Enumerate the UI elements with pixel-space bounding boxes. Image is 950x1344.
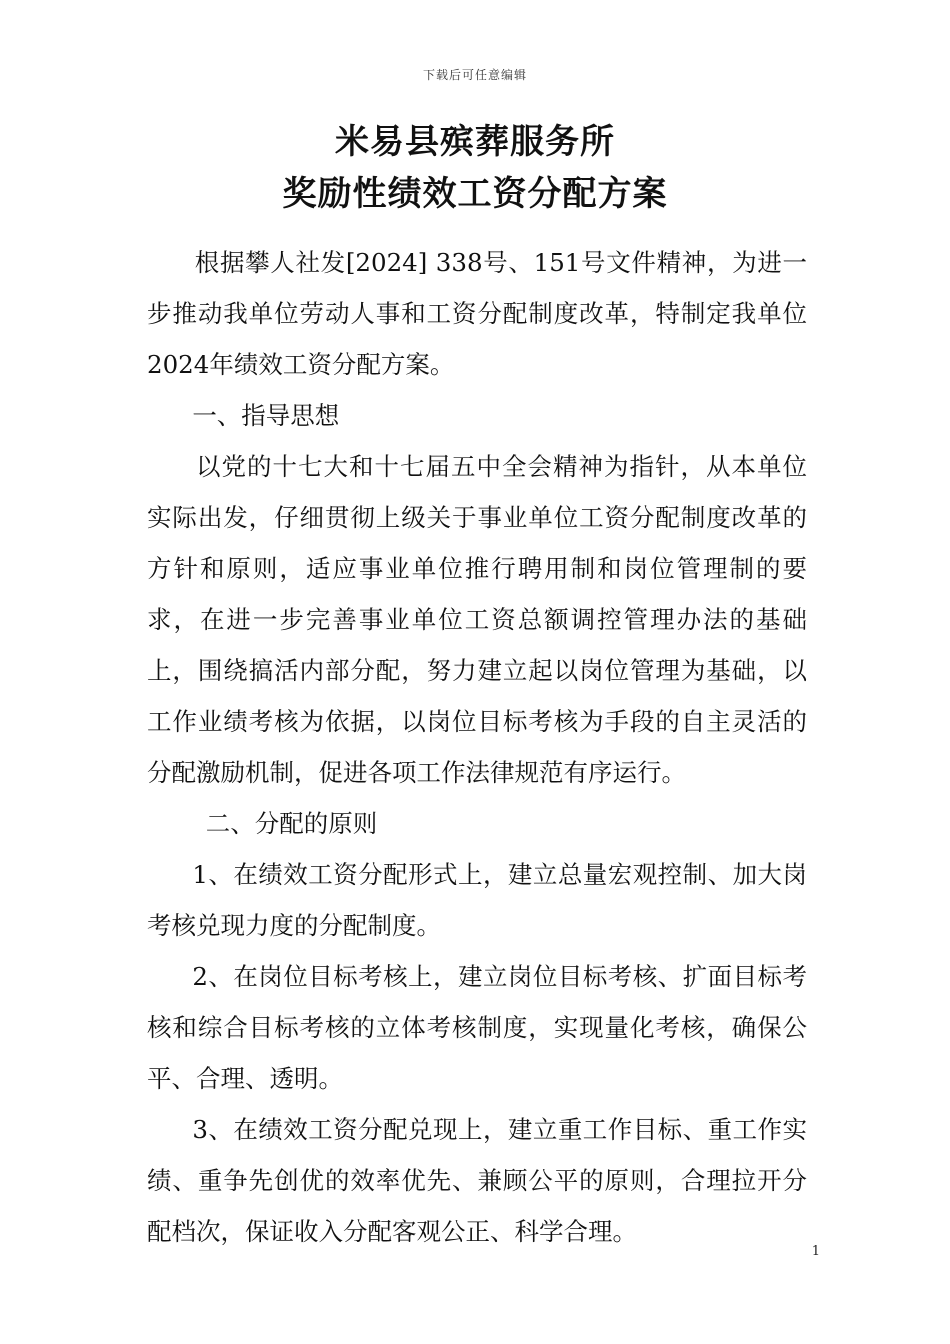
section2-heading: 二、分配的原则 (205, 809, 378, 838)
document-title-line2: 奖励性绩效工资分配方案 (282, 174, 668, 214)
document-title-line1: 米易县殡葬服务所 (335, 122, 615, 162)
header-note: 下载后可任意编辑 (422, 68, 527, 82)
section1-paragraph: 以党的十七大和十七届五中全会精神为指针，从本单位实际出发，仔细贯彻上级关于事业单位工资分配制度改革的方针和原则，适应事业单位推行聘用制和岗位管理制的要求，在进一步完善事业单位工资总额调控管理办法的基础上，围绕搞活内部分配，努力建立起以岗位管理为基础，以工作业绩考核为依据，以岗位目标考核为手段的自主灵活的分配激励机制，促进各项工作法律规范有序运行。 (147, 452, 807, 787)
principle-3-paragraph: 3、在绩效工资分配兑现上，建立重工作目标、重工作实绩、重争先创优的效率优先、兼顾公平的原则，合理拉开分配档次，保证收入分配客观公正、科学合理。 (147, 1115, 807, 1246)
principle-1-paragraph: 1、在绩效工资分配形式上，建立总量宏观控制、加大岗考核兑现力度的分配制度。 (147, 860, 807, 940)
document-body (147, 237, 807, 1257)
intro-paragraph: 根据攀人社发[2024] 338号、151号文件精神，为进一步推动我单位劳动人事和工资分配制度改革，特制定我单位2024年绩效工资分配方案。 (147, 248, 807, 379)
page-number: 1 (811, 1244, 820, 1259)
section1-heading: 一、指导思想 (192, 401, 340, 430)
principle-2-paragraph: 2、在岗位目标考核上，建立岗位目标考核、扩面目标考核和综合目标考核的立体考核制度，实现量化考核，确保公平、合理、透明。 (147, 962, 807, 1093)
